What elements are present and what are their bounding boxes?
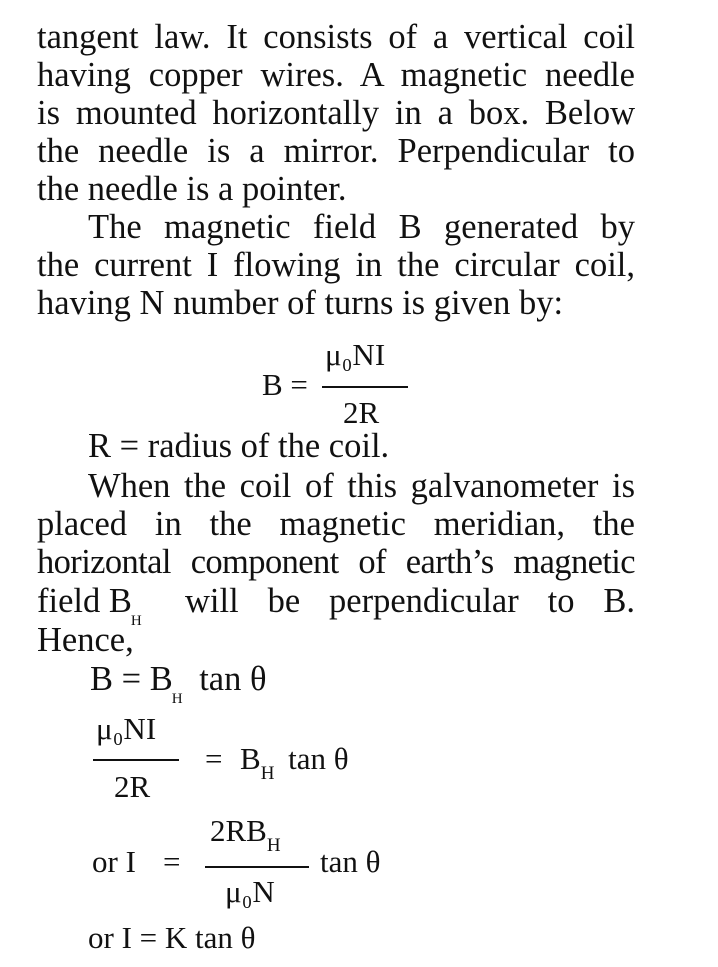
para3-line-5: Hence, [37,621,134,659]
para1-line-1: tangent law. It consists of a vertical coil [37,18,635,56]
eq4-numerator-base: 2RB [210,813,267,848]
eq3-rhs-base: B [240,741,261,776]
eq1-lhs: B = [262,367,308,402]
eq1-fraction-bar [322,386,408,388]
para2-line-1: The magnetic field B generated by [88,208,635,246]
equation-b-equals-bh [90,660,267,718]
eq3-fraction-bar [93,759,179,761]
para1-line-3: is mounted horizontally in a box. Below [37,94,635,132]
para1-line-4: the needle is a mirror. Perpendicular to [37,132,635,170]
para3-line-2: placed in the magnetic meridian, the [37,505,635,543]
field-bh-label: field B [37,582,132,620]
eq1-numerator: μ₀NI [325,337,386,372]
equation-current-k-tan: or I = K tan θ [88,920,256,955]
eq4-denominator: μ₀N [225,874,275,909]
para2-line-2: the current I flowing in the circular coil, [37,246,635,284]
eq1-denominator: 2R [343,395,380,430]
para1-line-5: the needle is a pointer. [37,170,347,208]
para2-line-3: having N number of turns is given by: [37,284,564,322]
eq3-rhs-tail: tan θ [288,741,349,776]
para3-line-4-end: will be perpendicular to B. [185,582,635,620]
eq3-rhs [240,742,349,791]
radius-note: R = radius of the coil. [88,427,390,465]
para3-line-3: horizontal component of earth’s magnetic [37,543,635,581]
eq4-lhs: or I [92,844,136,879]
eq2-subscript: H [171,691,183,707]
eq4-numerator [210,814,281,863]
para1-line-2: having copper wires. A magnetic needle [37,56,635,94]
eq4-rhs: tan θ [320,844,381,879]
eq3-denominator: 2R [114,769,151,804]
eq3-numerator: μ₀NI [96,711,157,746]
para3-line-1: When the coil of this galvanometer is [88,467,635,505]
eq2-lhs: B = B [90,660,173,698]
eq4-fraction-bar [205,866,309,868]
eq4-numerator-subscript: H [266,835,281,856]
field-bh-subscript: H [130,613,142,629]
eq3-rhs-subscript: H [260,763,275,784]
eq3-equals: = [205,741,223,776]
eq2-rhs: tan θ [199,660,267,698]
eq4-equals: = [163,844,181,879]
